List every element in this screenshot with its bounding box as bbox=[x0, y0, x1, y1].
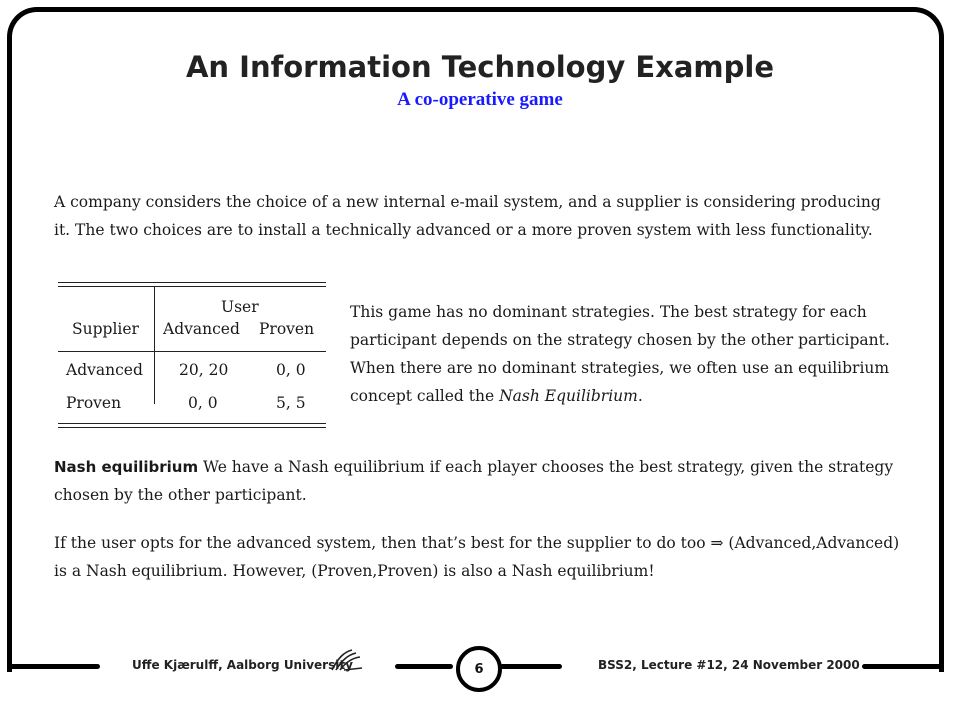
strategy-line-2: participant depends on the strategy chosen by the other participant. bbox=[350, 331, 890, 349]
payoff-table bbox=[58, 282, 326, 428]
table-bottom-rule-1 bbox=[58, 423, 326, 424]
conclusion-line-1: If the user opts for the advanced system, then that’s best for the supplier to do too ⇒ (Advanced,Advanced) bbox=[54, 534, 900, 552]
nash-line-1-text: We have a Nash equilibrium if each player chooses the best strategy, given the strategy bbox=[198, 458, 894, 476]
frame-bottom-left bbox=[7, 664, 100, 669]
strategy-line-1: This game has no dominant strategies. The best strategy for each bbox=[350, 303, 867, 321]
table-cell: 0, 0 bbox=[276, 361, 306, 379]
table-top-rule-1 bbox=[58, 282, 326, 283]
intro-line-1: A company considers the choice of a new internal e-mail system, and a supplier is considering producing bbox=[54, 193, 881, 211]
table-top-rule-2 bbox=[58, 286, 326, 287]
table-row-label: Proven bbox=[66, 394, 122, 412]
page-number: 6 bbox=[474, 661, 484, 677]
table-cell: 0, 0 bbox=[188, 394, 218, 412]
slide-subtitle: A co-operative game bbox=[397, 89, 563, 110]
table-header-rule bbox=[58, 351, 326, 352]
strategy-paragraph bbox=[350, 298, 930, 410]
table-row-label: Advanced bbox=[66, 361, 143, 379]
table-cell: 5, 5 bbox=[276, 394, 306, 412]
table-column-divider bbox=[154, 287, 155, 404]
table-column-group: User bbox=[221, 298, 259, 316]
conclusion-line-2: is a Nash equilibrium. However, (Proven,Proven) is also a Nash equilibrium! bbox=[54, 562, 655, 580]
footer-author: Uffe Kjærulff, Aalborg University bbox=[132, 658, 353, 672]
nash-line-2: chosen by the other participant. bbox=[54, 486, 307, 504]
strategy-line-4 bbox=[350, 382, 930, 410]
frame-bottom-mid-left bbox=[395, 664, 453, 669]
page-number-badge bbox=[456, 646, 502, 692]
conclusion-paragraph bbox=[54, 529, 924, 585]
nash-equilibrium-term: Nash Equilibrium bbox=[499, 387, 638, 405]
nash-definition bbox=[54, 453, 924, 509]
table-row-header: Supplier bbox=[72, 320, 139, 338]
intro-line-2: it. The two choices are to install a technically advanced or a more proven system with less functionality. bbox=[54, 221, 873, 239]
nash-line-1 bbox=[54, 453, 924, 481]
frame-bottom-mid-right bbox=[500, 664, 562, 669]
table-bottom-rule-2 bbox=[58, 427, 326, 428]
table-cell: 20, 20 bbox=[179, 361, 229, 379]
nash-term: Nash equilibrium bbox=[54, 458, 199, 476]
table-column-header: Advanced bbox=[163, 320, 240, 338]
slide-title: An Information Technology Example bbox=[185, 50, 774, 84]
university-logo-icon bbox=[330, 648, 364, 674]
footer-lecture: BSS2, Lecture #12, 24 November 2000 bbox=[598, 658, 860, 672]
frame-bottom-right bbox=[862, 664, 944, 669]
strategy-line-4-suffix: . bbox=[637, 387, 643, 405]
intro-paragraph bbox=[54, 188, 924, 244]
strategy-line-3: When there are no dominant strategies, we often use an equilibrium bbox=[350, 359, 890, 377]
table-column-header: Proven bbox=[259, 320, 315, 338]
strategy-line-4-prefix: concept called the bbox=[350, 387, 500, 405]
